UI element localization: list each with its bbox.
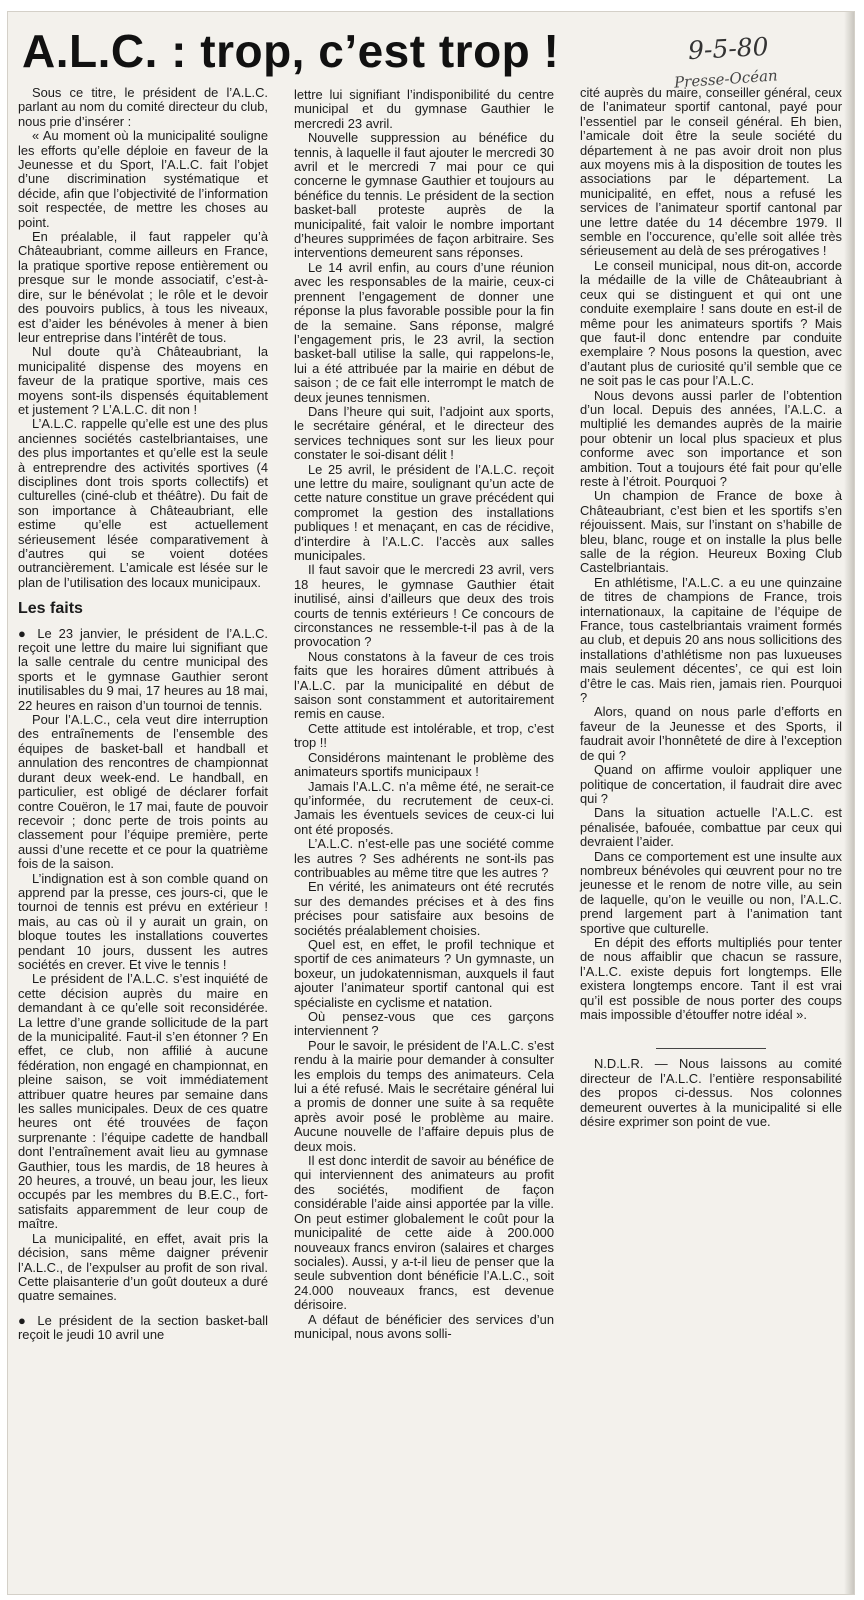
paragraph: Pour l’A.L.C., cela veut dire interruption des entraînements de l’ensemble des équipes de basket-ball et handball et annulation des rencontres de championnat durant deux week-end. Le handball, en particulier, est obligé de déclarer forfait contre Couëron, le 17 mai, faute de pouvoir recevoir ; donc perte de trois points au classement pour l’équipe première, perte aussi d’une recette et ce pour la quatrième fois de la saison.	[18, 712, 268, 872]
paragraph: En athlétisme, l’A.L.C. a eu une quinzaine de titres de champions de France, trois internationaux, la capitaine de l’équipe de France, tous castelbriantais vraiment formés au club, et depuis 20 ans nous sollicitions des installations d’athlétisme non pas luxueuses mais seulement décentes’, ce qui est loin d’être le cas. Mais rien, jamais rien. Pourquoi ?	[580, 574, 842, 706]
separator-rule	[656, 1048, 766, 1049]
paragraph: En préalable, il faut rappeler qu’à Châteaubriant, comme ailleurs en France, la pratique sportive repose entièrement ou presque sur le monde associatif, c’est-à-dire, sur le bénévolat ; le rôle et le devoir des pouvoirs publics, à tous les niveaux, est d’aider les bénévoles à mener à bien leur entreprise dans l’intérêt de tous.	[18, 229, 268, 345]
paragraph: Pour le savoir, le président de l’A.L.C. s’est rendu à la mairie pour demander à consulter les emplois du temps des animateurs. Cela lui a été refusé. Mais le secrétaire général lui a promis de donner une suite à sa requête après avoir posé le problème au maire. Aucune nouvelle de l’affaire depuis plus de deux mois.	[294, 1037, 554, 1154]
paragraph: Le président de l’A.L.C. s’est inquiété de cette décision auprès du maire en demandant à ce qu’elle soit reconsidérée. La lettre d’une grande sollicitude de la part de la municipalité. Faut-il s’en étonner ? En effet, ce club, non affilié à aucune fédération, non engagé en championnat, en pleine saison, se voit immédiatement attribuer quatre heures par semaine dans les salles municipales. Deux de ces quatre heures ont été trouvées de façon surprenante : l’équipe cadette de handball dont l’entraînement avait lieu au gymnase Gauthier, tous les mardis, de 18 heures à 20 heures, a trouvé, un beau jour, les lieux occupés par les membres du B.E.C., fort-satisfaits apparemment de leur coup de maître.	[18, 971, 268, 1232]
paragraph: Quel est, en effet, le profil technique et sportif de ces animateurs ? Un gymnaste, un boxeur, un judokatennisman, auxquels il faut ajouter l’animateur sportif cantonal qui est spécialiste en cyclisme et natation.	[294, 936, 554, 1010]
newspaper-clipping	[8, 12, 854, 1594]
handwritten-source: Presse-Océan	[673, 66, 779, 92]
paragraph: Dans l’heure qui suit, l’adjoint aux sports, le secrétaire général, et le directeur des services techniques sont sur les lieux pour constater le soi-disant délit !	[294, 403, 554, 463]
paragraph: Jamais l’A.L.C. n’a même été, ne serait-ce qu’informée, du recrutement de ceux-ci. Jamais les éventuels sevices de ceux-ci lui ont été proposés.	[294, 778, 554, 837]
paragraph: cité auprès du maire, conseiller général, ceux de l’animateur sportif cantonal, payé pour l’essentiel par le conseil général. Eh bien, l’amicale doit être la seule société du département à ne pas avoir droit non plus aux moyens mis à la disposition de toutes les associations par le département. La municipalité, en effet, nous a refusé les services de l’animateur sportif cantonal par une lettre datée du 14 décembre 1979. Il semble en l’occurence, qu’elle soit allée très sérieusement au delà de ses prérogatives !	[580, 85, 842, 259]
paragraph: Considérons maintenant le problème des animateurs sportifs municipaux !	[294, 749, 554, 780]
column-3	[580, 86, 842, 1129]
headline: A.L.C. : trop, c’est trop !	[22, 25, 560, 77]
paragraph: Où pensez-vous que ces garçons interviennent ?	[294, 1009, 554, 1039]
paragraph: Le conseil municipal, nous dit-on, accorde la médaille de la ville de Châteaubriant à ceux qui se distinguent et qui ont une conduite exemplaire ! sans doute en est-il de même pour les animateurs sportifs ? Mais que faut-il donc entendre par conduite exemplaire ? Nous posons la question, avec d’autant plus de curiosité qu’il semble que ce ne soit pas le cas pour l’A.L.C.	[580, 257, 842, 389]
paragraph: « Au moment où la municipalité souligne les efforts qu’elle déploie en faveur de la Jeunesse et du Sport, l’A.L.C. fait l’objet d’une discrimination systématique et décide, afin que l’objectivité de l’information soit respectée, de mettre les choses au point.	[18, 128, 268, 230]
paragraph: Nul doute qu’à Châteaubriant, la municipalité dispense des moyens en faveur de la pratique sportive, mais ces moyens sont-ils dispensés équitablement et justement ? L’A.L.C. dit non !	[18, 344, 268, 417]
paragraph: Dans la situation actuelle l’A.L.C. est pénalisée, bafouée, combattue par ceux qui devraient l’aider.	[580, 805, 842, 850]
paragraph: Il faut savoir que le mercredi 23 avril, vers 18 heures, le gymnase Gauthier était inutilisé, ainsi d’ailleurs que deux des trois courts de tennis extérieurs ! Ce concours de circonstances ne ressemble-t-il pas à de la provocation ?	[294, 562, 554, 650]
paragraph: Quand on affirme vouloir appliquer une politique de concertation, il faudrait dire avec qui ?	[580, 762, 842, 806]
paragraph: Dans ce comportement est une insulte aux nombreux bénévoles qui œuvrent pour no tre jeunesse et le renom de notre ville, au sein de laquelle, qu’on le veuille ou non, l’A.L.C. prend largement part à l’animation tant sportive que culturelle.	[580, 848, 842, 936]
handwritten-date: 9-5-80	[687, 31, 770, 66]
paragraph: Un champion de France de boxe à Châteaubriant, c’est bien et les sportifs s’en réjouissent. Mais, sur l’instant on s’habille de bleu, blanc, rouge et on installe la plus belle salle de la région. Heureux Boxing Club Castelbriantais.	[580, 488, 842, 576]
paragraph: L’indignation est à son comble quand on apprend par la presse, ces jours-ci, que le tournoi de tennis est prévu en extérieur ! mais, au cas où il y aurait un grain, on bloque toutes les installations couvertes pendant 10 jours, dussent les autres sociétés en crever. Et vive le tennis !	[18, 870, 268, 972]
column-2	[294, 88, 554, 1341]
paragraph: L’A.L.C. n’est-elle pas une société comme les autres ? Ses adhérents ne sont-ils pas contribuables au même titre que les autres ?	[294, 836, 554, 880]
paragraph: Nous constatons à la faveur de ces trois faits que les horaires dûment attribués à l’A.L.C. par la municipalité en début de saison sont constamment et autoritairement remis en cause.	[294, 648, 554, 722]
paragraph: ● Le président de la section basket-ball reçoit le jeudi 10 avril une	[18, 1314, 268, 1343]
paragraph: En dépit des efforts multipliés pour tenter de nous affaiblir que chacun se rassure, l’A.L.C. existe depuis fort longtemps. Elle existera longtemps encore. Tant il est vrai qu’il est possible de nous porter des coups mais impossible d’étouffer notre idéal ».	[580, 934, 842, 1022]
paragraph: Nouvelle suppression au bénéfice du tennis, à laquelle il faut ajouter le mercredi 30 avril et le mercredi 7 mai pour ce qui concerne le gymnase Gauthier et toujours au bénéfice du tennis. Le président de la section basket-ball proteste auprès de la municipalité, fait valoir le nombre important d’heures supprimées de façon arbitraire. Ses interventions demeurent sans réponses.	[294, 130, 554, 261]
paragraph: Le 25 avril, le président de l’A.L.C. reçoit une lettre du maire, soulignant qu’un acte de cette nature constitue un grave précédent qui compromet la gestion des installations publiques ! et menaçant, en cas de récidive, d’interdire à l’A.L.C. l’accès aux salles municipales.	[294, 461, 554, 563]
paragraph: Il est donc interdit de savoir au bénéfice de qui interviennent des animateurs au profit des sociétés, modifient de façon considérable l’aide ainsi apportée par la ville. On peut estimer globalement le coût pour la municipalité de cette aide à 200.000 nouveaux francs environ (salaires et charges sociales). Aussi, y a-t-il lieu de penser que la seule subvention dont bénéficie l’A.L.C., soit 24.000 nouveaux francs, est devenue dérisoire.	[294, 1153, 554, 1313]
paragraph: En vérité, les animateurs ont été recrutés sur des demandes précises et à des fins précises pour satisfaire aux besoins de sociétés préalablement choisies.	[294, 879, 554, 938]
section-heading: Les faits	[18, 600, 83, 618]
paragraph: Sous ce titre, le président de l’A.L.C. parlant au nom du comité directeur du club, nous prie d’insérer :	[18, 85, 268, 129]
paragraph: ● Le 23 janvier, le président de l’A.L.C. reçoit une lettre du maire lui signifiant que la salle centrale du centre municipal des sports et le gymnase Gauthier seront inutilisables du 9 mai, 17 heures au 18 mai, 22 heures en raison d’un tournoi de tennis.	[18, 627, 268, 713]
paragraph: Le 14 avril enfin, au cours d’une réunion avec les responsables de la mairie, ceux-ci prennent l’engagement de donner une réponse la plus favorable possible pour la fin de la semaine. Sans réponse, malgré l’engagement pris, le 23 avril, la section basket-ball utilise la salle, qui rappelons-le, lui a été attribuée par la mairie en début de saison ; de ce fait elle interrompt le match de deux jeunes tennismen.	[294, 259, 554, 405]
paragraph: Alors, quand on nous parle d’efforts en faveur de la Jeunesse et des Sports, il faudrait avoir l’honnêteté de dire à l’exception de qui ?	[580, 704, 842, 763]
paragraph: La municipalité, en effet, avait pris la décision, sans même daigner prévenir l’A.L.C., de l’expulser au profit de son rival. Cette plaisanterie d’un goût douteux a duré quatre semaines.	[18, 1230, 268, 1304]
page-edge-shadow	[844, 12, 854, 1594]
column-1	[18, 86, 268, 1343]
paragraph: A défaut de bénéficier des services d’un municipal, nous avons solli-	[294, 1311, 554, 1341]
paragraph: lettre lui signifiant l’indisponibilité du centre municipal et du gymnase Gauthier le mercredi 23 avril.	[294, 87, 554, 131]
paragraph: L’A.L.C. rappelle qu’elle est une des plus anciennes sociétés castelbriantaises, une des plus importantes et qu’elle est la seule à entreprendre des activités sportives (4 disciplines dont trois sports collectifs) et culturelles (ciné-club et théâtre). Du fait de son importance à Châteaubriant, elle estime qu’elle est actuellement sérieusement lésée comparativement à d’autres qui se voient dotées outrancièrement. L’amicale est lésée sur le plan de l’utilisation des locaux municipaux.	[18, 416, 268, 590]
paragraph: Nous devons aussi parler de l’obtention d’un local. Depuis des années, l’A.L.C. a multiplié les demandes auprès de la mairie pour obtenir un local plus spacieux et plus conforme avec son importance et son ambition. Tout a toujours été fait pour qu’elle reste à l’étroit. Pourquoi ?	[580, 387, 842, 489]
ndlr-note: N.D.L.R. — Nous laissons au comité directeur de l’A.L.C. l’entière responsabilité des propos ci-dessus. Nos colonnes demeurent ouvertes à la municipalité si elle désire exprimer son point de vue.	[580, 1056, 842, 1130]
paragraph: Cette attitude est intolérable, et trop, c’est trop !!	[294, 720, 554, 751]
